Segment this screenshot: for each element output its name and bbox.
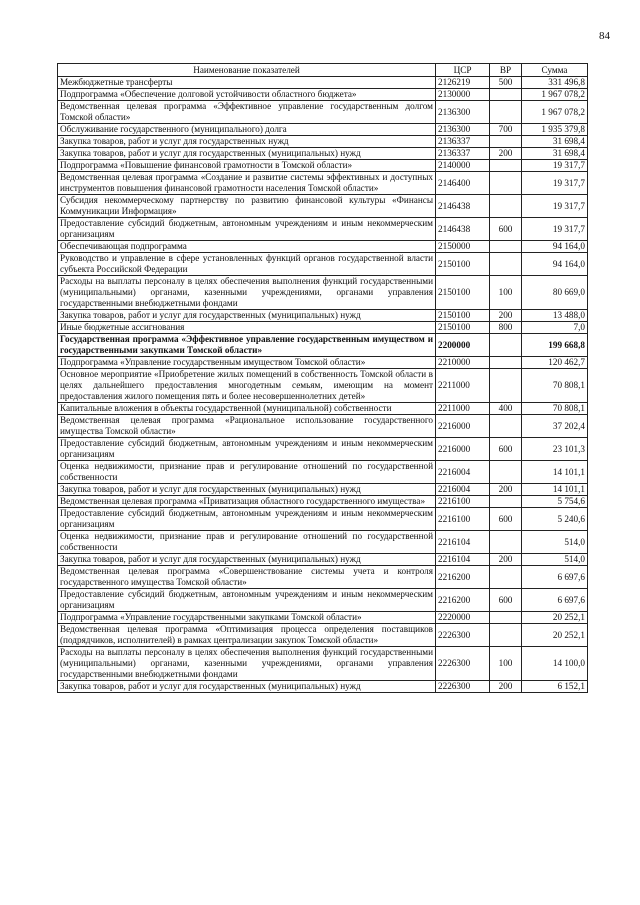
cell-vr: 200: [490, 554, 522, 566]
cell-name: Руководство и управление в сфере установленных функций органов государственной власти субъекта Российской Федерации: [58, 253, 436, 276]
table-row: [58, 438, 588, 461]
cell-vr: [490, 496, 522, 508]
table-row: [58, 415, 588, 438]
table-row: [58, 148, 588, 160]
cell-csr: 2126219: [436, 77, 490, 89]
cell-name: Закупка товаров, работ и услуг для государственных (муниципальных) нужд: [58, 484, 436, 496]
cell-sum: 514,0: [522, 531, 588, 554]
header-sum: Сумма: [522, 64, 588, 77]
cell-name: Расходы на выплаты персоналу в целях обеспечения выполнения функций государственными (муниципальными) органами, казенными учреждениями, органами управления государственными внебюджетными фондами: [58, 647, 436, 681]
table-row: [58, 195, 588, 218]
cell-sum: 37 202,4: [522, 415, 588, 438]
cell-name: Предоставление субсидий бюджетным, автономным учреждениям и иным некоммерческим организациям: [58, 218, 436, 241]
cell-sum: 5 754,6: [522, 496, 588, 508]
cell-sum: 14 100,0: [522, 647, 588, 681]
cell-csr: 2226300: [436, 624, 490, 647]
cell-vr: [490, 461, 522, 484]
cell-vr: 100: [490, 276, 522, 310]
table-row: [58, 136, 588, 148]
cell-vr: 200: [490, 681, 522, 693]
cell-vr: 100: [490, 647, 522, 681]
table-row: [58, 496, 588, 508]
cell-csr: 2130000: [436, 89, 490, 101]
cell-csr: 2136300: [436, 101, 490, 124]
cell-name: Капитальные вложения в объекты государственной (муниципальной) собственности: [58, 403, 436, 415]
cell-sum: 19 317,7: [522, 218, 588, 241]
table-row: [58, 172, 588, 195]
cell-sum: 80 669,0: [522, 276, 588, 310]
cell-sum: 94 164,0: [522, 253, 588, 276]
cell-csr: 2146438: [436, 195, 490, 218]
table-row: [58, 89, 588, 101]
table-row: [58, 160, 588, 172]
cell-sum: 31 698,4: [522, 148, 588, 160]
cell-sum: 6 152,1: [522, 681, 588, 693]
cell-name: Подпрограмма «Повышение финансовой грамотности в Томской области»: [58, 160, 436, 172]
cell-name: Оценка недвижимости, признание прав и регулирование отношений по государственной собственности: [58, 531, 436, 554]
table-row: [58, 276, 588, 310]
cell-vr: [490, 101, 522, 124]
table-row: [58, 681, 588, 693]
cell-csr: 2226300: [436, 647, 490, 681]
cell-csr: 2216200: [436, 589, 490, 612]
cell-vr: [490, 612, 522, 624]
cell-vr: 400: [490, 403, 522, 415]
table-row: [58, 310, 588, 322]
cell-name: Оценка недвижимости, признание прав и регулирование отношений по государственной собственности: [58, 461, 436, 484]
cell-sum: 514,0: [522, 554, 588, 566]
header-vr: ВР: [490, 64, 522, 77]
cell-name: Обслуживание государственного (муниципального) долга: [58, 124, 436, 136]
cell-csr: 2216100: [436, 508, 490, 531]
cell-name: Ведомственная целевая программа «Создание и развитие системы эффективных и доступных инструментов повышения финансовой грамотности населения Томской области»: [58, 172, 436, 195]
table-row: [58, 357, 588, 369]
table-row: [58, 241, 588, 253]
table-row: [58, 531, 588, 554]
table-row: [58, 101, 588, 124]
cell-name: Расходы на выплаты персоналу в целях обеспечения выполнения функций государственными (муниципальными) органами, казенными учреждениями, органами управления государственными внебюджетными фондами: [58, 276, 436, 310]
table-row: [58, 484, 588, 496]
cell-sum: 13 488,0: [522, 310, 588, 322]
table-row: [58, 647, 588, 681]
cell-vr: [490, 624, 522, 647]
cell-name: Предоставление субсидий бюджетным, автономным учреждениям и иным некоммерческим организациям: [58, 508, 436, 531]
cell-sum: 20 252,1: [522, 624, 588, 647]
cell-vr: [490, 531, 522, 554]
cell-csr: 2136337: [436, 136, 490, 148]
cell-csr: 2216100: [436, 496, 490, 508]
cell-csr: 2211000: [436, 403, 490, 415]
table-row: [58, 218, 588, 241]
cell-name: Субсидия некоммерческому партнерству по развитию финансовой культуры «Финансы Коммуникации Информация»: [58, 195, 436, 218]
cell-name: Иные бюджетные ассигнования: [58, 322, 436, 334]
cell-name: Предоставление субсидий бюджетным, автономным учреждениям и иным некоммерческим организациям: [58, 589, 436, 612]
header-name: Наименование показателей: [58, 64, 436, 77]
cell-sum: 19 317,7: [522, 195, 588, 218]
cell-vr: 600: [490, 508, 522, 531]
cell-csr: 2216200: [436, 566, 490, 589]
cell-vr: [490, 566, 522, 589]
cell-name: Подпрограмма «Управление государственным имуществом Томской области»: [58, 357, 436, 369]
cell-csr: 2140000: [436, 160, 490, 172]
table-row: [58, 369, 588, 403]
table-row: [58, 624, 588, 647]
cell-sum: 1 967 078,2: [522, 89, 588, 101]
cell-name: Основное мероприятие «Приобретение жилых помещений в собственность Томской области в целях дальнейшего предоставления многодетным семьям, имеющим на момент предоставления жилого помещения пять и более несовершеннолетних детей»: [58, 369, 436, 403]
table-row: [58, 612, 588, 624]
table-row: [58, 589, 588, 612]
cell-name: Государственная программа «Эффективное управление государственным имуществом и государственными закупками Томской области»: [58, 334, 436, 357]
cell-csr: 2150100: [436, 310, 490, 322]
cell-sum: 331 496,8: [522, 77, 588, 89]
cell-sum: 23 101,3: [522, 438, 588, 461]
cell-sum: 120 462,7: [522, 357, 588, 369]
table-body: [58, 77, 588, 693]
cell-name: Подпрограмма «Обеспечение долговой устойчивости областного бюджета»: [58, 89, 436, 101]
cell-name: Подпрограмма «Управление государственными закупками Томской области»: [58, 612, 436, 624]
cell-vr: [490, 357, 522, 369]
cell-vr: [490, 160, 522, 172]
cell-sum: 1 967 078,2: [522, 101, 588, 124]
cell-sum: 31 698,4: [522, 136, 588, 148]
cell-sum: 6 697,6: [522, 589, 588, 612]
cell-name: Предоставление субсидий бюджетным, автономным учреждениям и иным некоммерческим организациям: [58, 438, 436, 461]
cell-name: Обеспечивающая подпрограмма: [58, 241, 436, 253]
cell-csr: 2216000: [436, 415, 490, 438]
cell-csr: 2150000: [436, 241, 490, 253]
table-row: [58, 554, 588, 566]
cell-csr: 2216004: [436, 484, 490, 496]
cell-sum: 14 101,1: [522, 484, 588, 496]
page-number: 84: [599, 30, 610, 42]
cell-csr: 2211000: [436, 369, 490, 403]
cell-name: Ведомственная целевая программа «Оптимизация процесса определения поставщиков (подрядчиков, исполнителей) в рамках централизации закупок Томской области»: [58, 624, 436, 647]
cell-vr: 600: [490, 589, 522, 612]
cell-csr: 2146438: [436, 218, 490, 241]
cell-sum: 20 252,1: [522, 612, 588, 624]
cell-vr: [490, 172, 522, 195]
cell-name: Ведомственная целевая программа «Приватизация областного государственного имущества»: [58, 496, 436, 508]
table-row: [58, 508, 588, 531]
cell-name: Закупка товаров, работ и услуг для государственных (муниципальных) нужд: [58, 681, 436, 693]
cell-csr: 2216104: [436, 531, 490, 554]
cell-sum: 14 101,1: [522, 461, 588, 484]
cell-name: Закупка товаров, работ и услуг для государственных нужд: [58, 136, 436, 148]
cell-csr: 2150100: [436, 276, 490, 310]
cell-vr: 700: [490, 124, 522, 136]
cell-csr: 2150100: [436, 253, 490, 276]
cell-csr: 2220000: [436, 612, 490, 624]
table-row: [58, 403, 588, 415]
cell-name: Закупка товаров, работ и услуг для государственных (муниципальных) нужд: [58, 554, 436, 566]
cell-vr: 500: [490, 77, 522, 89]
cell-sum: 19 317,7: [522, 172, 588, 195]
cell-csr: 2146400: [436, 172, 490, 195]
cell-csr: 2136337: [436, 148, 490, 160]
cell-csr: 2216104: [436, 554, 490, 566]
cell-vr: 200: [490, 148, 522, 160]
budget-table: [57, 63, 588, 693]
cell-name: Ведомственная целевая программа «Совершенствование системы учета и контроля государственного имущества Томской области»: [58, 566, 436, 589]
cell-csr: 2226300: [436, 681, 490, 693]
cell-vr: [490, 369, 522, 403]
table-row: [58, 461, 588, 484]
cell-csr: 2210000: [436, 357, 490, 369]
table-header-row: [58, 64, 588, 77]
cell-sum: 5 240,6: [522, 508, 588, 531]
cell-vr: [490, 195, 522, 218]
cell-vr: 800: [490, 322, 522, 334]
cell-sum: 94 164,0: [522, 241, 588, 253]
cell-name: Межбюджетные трансферты: [58, 77, 436, 89]
cell-name: Ведомственная целевая программа «Рациональное использование государственного имущества Томской области»: [58, 415, 436, 438]
cell-vr: 600: [490, 438, 522, 461]
cell-name: Закупка товаров, работ и услуг для государственных (муниципальных) нужд: [58, 148, 436, 160]
table-row: [58, 566, 588, 589]
header-csr: ЦСР: [436, 64, 490, 77]
cell-name: Закупка товаров, работ и услуг для государственных (муниципальных) нужд: [58, 310, 436, 322]
cell-vr: [490, 89, 522, 101]
cell-sum: 6 697,6: [522, 566, 588, 589]
cell-vr: [490, 253, 522, 276]
cell-vr: 600: [490, 218, 522, 241]
table-row: [58, 77, 588, 89]
cell-csr: 2150100: [436, 322, 490, 334]
cell-name: Ведомственная целевая программа «Эффективное управление государственным долгом Томской области»: [58, 101, 436, 124]
table-row: [58, 334, 588, 357]
cell-sum: 7,0: [522, 322, 588, 334]
cell-sum: 70 808,1: [522, 403, 588, 415]
cell-vr: 200: [490, 484, 522, 496]
table-row: [58, 253, 588, 276]
cell-vr: [490, 334, 522, 357]
cell-vr: [490, 136, 522, 148]
cell-csr: 2200000: [436, 334, 490, 357]
cell-vr: 200: [490, 310, 522, 322]
cell-sum: 1 935 379,8: [522, 124, 588, 136]
cell-sum: 19 317,7: [522, 160, 588, 172]
cell-sum: 70 808,1: [522, 369, 588, 403]
cell-csr: 2136300: [436, 124, 490, 136]
cell-csr: 2216000: [436, 438, 490, 461]
cell-vr: [490, 415, 522, 438]
table-row: [58, 322, 588, 334]
table-row: [58, 124, 588, 136]
cell-csr: 2216004: [436, 461, 490, 484]
cell-vr: [490, 241, 522, 253]
cell-sum: 199 668,8: [522, 334, 588, 357]
